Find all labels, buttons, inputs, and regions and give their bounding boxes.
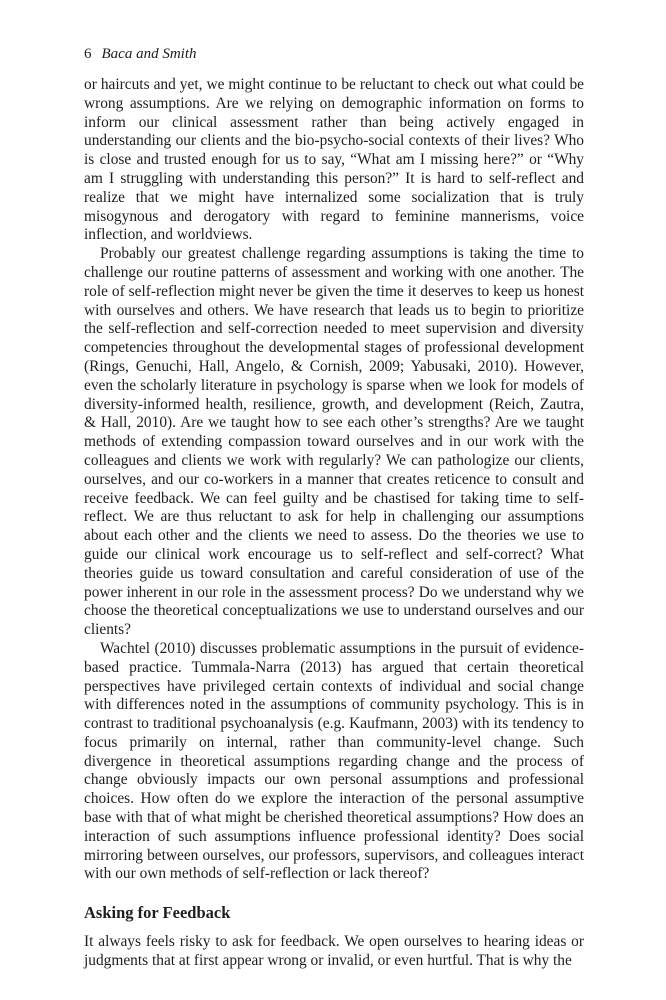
running-head-authors: Baca and Smith (101, 46, 197, 62)
section-heading: Asking for Feedback (84, 903, 231, 923)
paragraph-continued: or haircuts and yet, we might continue to be reluctant to check out what could be wrong assumptions. Are we relying on demographic information on forms to inform our clinical assessment rather than being actively engaged in understanding our clients and the bio-psycho-social contexts of their lives? Who is close and trusted enough for us to say, “What am I missing here?” or “Why am I struggling with understanding this person?” It is hard to self-reflect and realize that we might have internalized some socialization that is truly misogynous and derogatory with regard to feminine mannerisms, voice inflection, and worldviews. (84, 76, 584, 244)
paragraph-assumptions-challenge: Probably our greatest challenge regarding assumptions is taking the time to challenge our routine patterns of assessment and working with one another. The role of self-reflection might never be given the time it deserves to keep us honest with ourselves and others. We have research that leads us to begin to prioritize the self-reflection and self-correction needed to meet supervision and diversity competencies throughout the developmental stages of professional development (Rings, Genuchi, Hall, Angelo, & Cornish, 2009; Yabusaki, 2010). However, even the scholarly literature in psychology is sparse when we look for models of diversity-informed health, resilience, growth, and development (Reich, Zautra, & Hall, 2010). Are we taught how to see each other’s strengths? Are we taught methods of extending compassion toward ourselves and in our work with the colleagues and clients we work with regularly? We can pathologize our clients, ourselves, and our co-workers in a manner that creates reticence to consult and receive feedback. We can feel guilty and be chastised for taking time to self-reflect. We are thus reluctant to ask for help in challenging our assumptions about each other and the clients we need to assess. Do the theories we use to guide our clinical work encourage us to self-reflect and self-correct? What theories guide us toward consultation and careful consideration of use of the power inherent in our role in the assessment process? Do we understand why we choose the theoretical conceptualizations we use to understand ourselves and our clients? (84, 245, 584, 639)
paragraph-feedback: It always feels risky to ask for feedback. We open ourselves to hearing ideas or judgments that at first appear wrong or invalid, or even hurtful. That is why the (84, 933, 584, 970)
paragraph-wachtel: Wachtel (2010) discusses problematic assumptions in the pursuit of evidence-based practice. Tummala-Narra (2013) has argued that certain theoretical perspectives have privileged certain contexts of individual and social change with differences noted in the assumptions of community psychology. This is in contrast to traditional psychoanalysis (e.g. Kaufmann, 2003) with its tendency to focus primarily on internal, rather than community-level change. Such divergence in theoretical assumptions regarding change and the process of change obviously impacts our own personal assumptions and professional choices. How often do we explore the interaction of the personal assumptive base with that of what might be cherished theoretical assumptions? How does an interaction of such assumptions influence professional identity? Does social mirroring between ourselves, our professors, supervisors, and colleagues interact with our own methods of self-reflection or lack thereof? (84, 639, 584, 883)
page-number: 6 (84, 46, 92, 62)
running-head (84, 44, 584, 64)
book-page (84, 44, 584, 971)
